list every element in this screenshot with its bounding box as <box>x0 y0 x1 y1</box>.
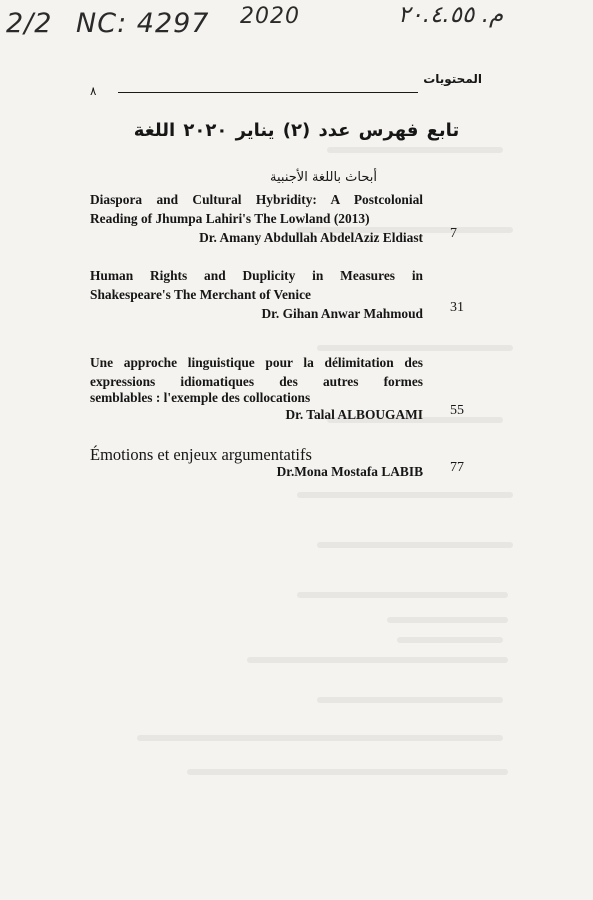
entry-title <box>90 266 423 304</box>
entry-title <box>90 190 423 228</box>
entry-author: Dr. Talal ALBOUGAMI <box>285 407 423 422</box>
toc-entry <box>90 266 423 323</box>
entry-title-line: Une approche linguistique pour la délimitation des <box>90 355 423 370</box>
entry-title-line: Shakespeare's The Merchant of Venice <box>90 287 311 302</box>
entry-title-line: expressions idiomatiques des autres formes <box>90 374 423 389</box>
page-title: تابع فهرس عدد (٢) يناير ٢٠٢٠ اللغة <box>133 120 460 141</box>
entry-page-number: 77 <box>450 460 464 475</box>
entry-page-number: 7 <box>450 226 457 241</box>
entry-title-line: Human Rights and Duplicity in Measures in <box>90 268 423 283</box>
handwritten-code: NC: 4297 <box>76 8 210 39</box>
entry-author: Dr. Gihan Anwar Mahmoud <box>261 306 423 321</box>
header-page-number: ٨ <box>90 84 97 98</box>
handwritten-year: 2020 <box>240 4 300 29</box>
entry-author: Dr. Amany Abdullah AbdelAziz Eldiast <box>199 230 423 245</box>
handwritten-fraction: 2/2 <box>6 8 53 39</box>
entry-title-line: Diaspora and Cultural Hybridity: A Postcolonial <box>90 192 423 207</box>
entry-title-line: Émotions et enjeux argumentatifs <box>90 445 312 464</box>
toc-entry <box>90 190 423 247</box>
entry-author: Dr.Mona Mostafa LABIB <box>276 464 423 479</box>
running-header <box>90 72 482 96</box>
header-rule <box>118 92 418 93</box>
entry-page-number: 31 <box>450 300 464 315</box>
header-label: المحتويات <box>423 72 482 86</box>
section-heading: أبحاث باللغة الأجنبية <box>270 170 377 185</box>
entry-page-number: 55 <box>450 403 464 418</box>
toc-entry <box>90 446 423 481</box>
handwritten-note-left <box>6 8 210 39</box>
toc-entry <box>90 353 423 424</box>
entry-title <box>90 353 423 405</box>
entry-title-line: semblables : l'exemple des collocations <box>90 390 311 405</box>
entry-title-line: Reading of Jhumpa Lahiri's The Lowland (2013) <box>90 211 370 226</box>
handwritten-note-right: م. ٢٠.٤.٥٥ <box>398 2 504 28</box>
